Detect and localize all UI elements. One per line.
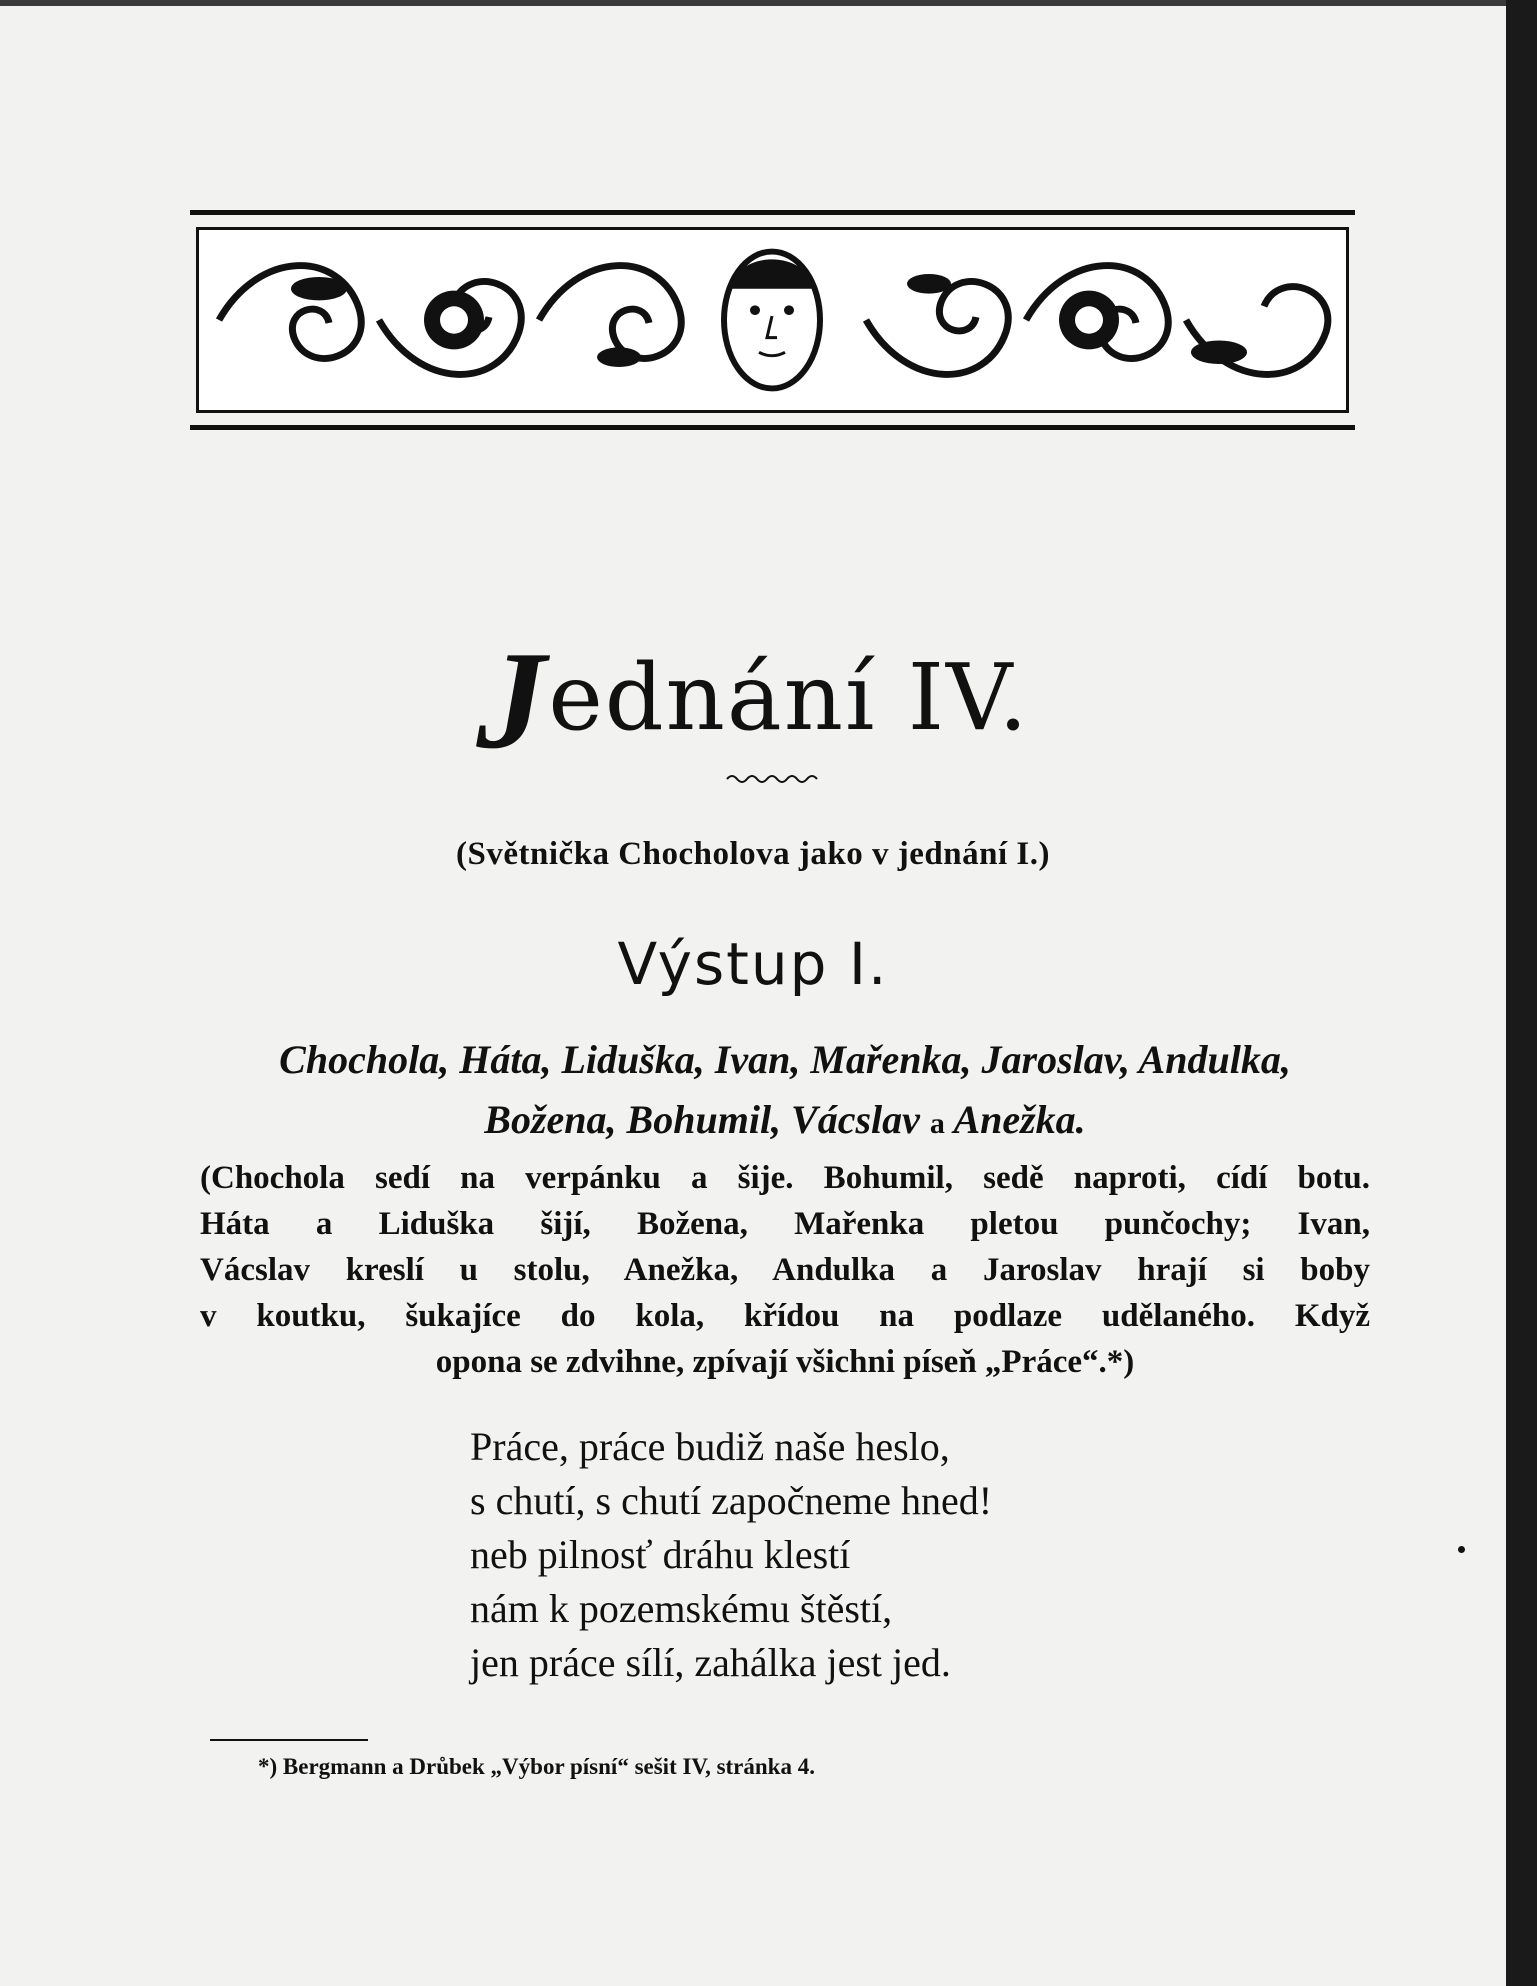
scan-edge-top — [0, 0, 1506, 6]
verse-line: s chutí, s chutí započneme hned! — [470, 1478, 993, 1523]
act-title-text: ednání IV. — [548, 644, 1030, 751]
scroll-ornament-graphic — [199, 230, 1346, 410]
scan-speck — [1458, 1546, 1465, 1553]
footnote-rule — [210, 1739, 368, 1741]
verse-line: nám k pozemskému štěstí, — [470, 1586, 893, 1631]
stage-direction-line: Vácslav kreslí u stolu, Anežka, Andulka a Jaroslav hrají si boby — [200, 1252, 1370, 1288]
song-verse — [470, 1420, 992, 1690]
verse-line: Práce, práce budiž naše heslo, — [470, 1424, 950, 1469]
act-title — [0, 620, 1506, 781]
verse-line: neb pilnosť dráhu klestí — [470, 1532, 851, 1577]
cast-conjunction: a — [929, 1107, 945, 1140]
stage-direction-line: Háta a Liduška šijí, Božena, Mařenka pletou punčochy; Ivan, — [200, 1206, 1370, 1242]
cast-line-2-names: Božena, Bohumil, Vácslav — [484, 1097, 920, 1142]
scan-edge-right — [1506, 0, 1537, 1986]
cast-list — [200, 1030, 1370, 1154]
stage-direction-line: opona se zdvihne, zpívají všichni píseň „Práce“.*) — [435, 1344, 1135, 1380]
verse-line: jen práce sílí, zahálka jest jed. — [470, 1640, 951, 1685]
cast-line-1: Chochola, Háta, Liduška, Ivan, Mařenka, Jaroslav, Andulka, — [279, 1037, 1291, 1082]
title-flourish — [725, 772, 825, 786]
ornament-frame — [196, 227, 1349, 413]
stage-direction — [200, 1155, 1370, 1385]
scene-title: Výstup I. — [617, 930, 889, 998]
stage-direction-line: (Chochola sedí na verpánku a šije. Bohumil, sedě naproti, cídí botu. — [200, 1160, 1370, 1196]
decorated-initial: J — [476, 623, 549, 778]
stage-direction-line: v koutku, šukajíce do kola, křídou na podlaze udělaného. Když — [200, 1298, 1370, 1334]
footnote: *) Bergmann a Drůbek „Výbor písní“ sešit IV, stránka 4. — [258, 1754, 815, 1779]
cast-line-2-last: Anežka. — [953, 1097, 1086, 1142]
setting-note: (Světnička Chocholova jako v jednání I.) — [456, 836, 1050, 872]
cast-line-2 — [200, 1090, 1370, 1154]
ornamental-header-band — [190, 210, 1355, 430]
